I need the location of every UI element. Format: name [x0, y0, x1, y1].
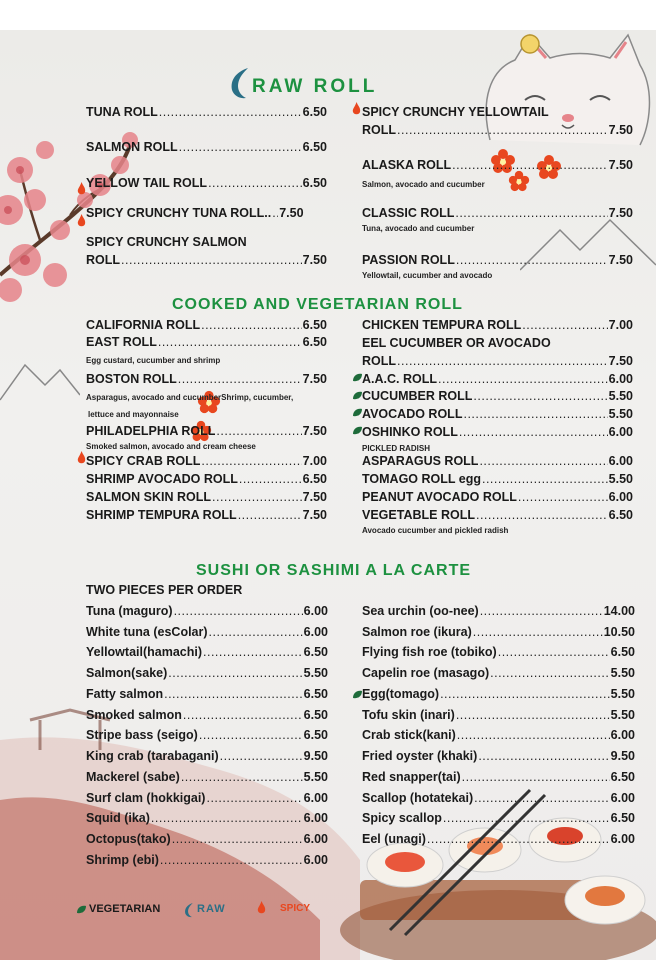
spicy-flame-icon — [257, 901, 266, 915]
item-description: PICKLED RADISH — [362, 444, 431, 453]
menu-item: BOSTON ROLL ..... 7.50 — [86, 372, 327, 386]
menu-item: Tofu skin (inari) ..... 5.50 — [362, 708, 635, 722]
menu-item: SALMON ROLL ..... 6.50 — [86, 140, 327, 154]
menu-item: VEGETABLE ROLL ..... 6.50 — [362, 508, 633, 522]
menu-item: Sea urchin (oo-nee) ..... 14.00 — [362, 604, 635, 618]
mountain-sketch-left — [0, 350, 80, 410]
item-description: Yellowtail, cucumber and avocado — [362, 271, 493, 280]
item-description: Salmon, avocado and cucumber — [362, 180, 485, 189]
menu-item: King crab (tarabagani) ..... 9.50 — [86, 749, 328, 763]
spicy-flame-icon — [77, 182, 86, 196]
menu-item: SPICY CRAB ROLL ..... 7.00 — [86, 454, 327, 468]
menu-item: Tuna (maguro) ..... 6.00 — [86, 604, 328, 618]
item-description: Tuna, avocado and cucumber — [362, 224, 475, 233]
menu-page — [0, 30, 656, 960]
menu-item-heading: SPICY CRUNCHY SALMON — [86, 235, 247, 249]
vegetarian-leaf-icon — [352, 391, 363, 400]
menu-item: Red snapper(tai) ..... 6.50 — [362, 770, 635, 784]
item-description: lettuce and mayonnaise — [88, 410, 179, 419]
menu-item: Stripe bass (seigo) ..... 6.50 — [86, 728, 328, 742]
menu-item: Shrimp (ebi) ..... 6.00 — [86, 853, 328, 867]
menu-item: Crab stick(kani) ..... 6.00 — [362, 728, 635, 742]
item-description: Smoked salmon, avocado and cream cheese — [86, 442, 256, 451]
menu-item: TOMAGO ROLL egg ..... 5.50 — [362, 472, 633, 486]
mountain-sketch — [520, 210, 656, 280]
menu-item: Octopus(tako) ..... 6.00 — [86, 832, 328, 846]
sushi-subtitle: TWO PIECES PER ORDER — [86, 583, 243, 597]
menu-item: Egg(tomago) ..... 5.50 — [362, 687, 635, 701]
cherry-blossom-branch — [0, 90, 140, 310]
menu-item: CUCUMBER ROLL ..... 5.50 — [362, 389, 633, 403]
vegetarian-leaf-icon — [352, 690, 363, 699]
legend-spicy: SPICY — [280, 903, 311, 914]
menu-item: ALASKA ROLL ..... 7.50 — [362, 158, 633, 172]
menu-item-heading: SPICY CRUNCHY YELLOWTAIL — [362, 105, 549, 119]
menu-item: PASSION ROLL ..... 7.50 — [362, 253, 633, 267]
raw-fish-icon — [182, 902, 196, 918]
spicy-flame-icon — [77, 214, 86, 228]
menu-item: SPICY CRUNCHY TUNA ROLL.. ..... 7.50 — [86, 206, 327, 220]
menu-item: Smoked salmon ..... 6.50 — [86, 708, 328, 722]
red-flower-icon — [508, 170, 530, 192]
menu-item: Fried oyster (khaki) ..... 9.50 — [362, 749, 635, 763]
spicy-flame-icon — [352, 102, 361, 116]
menu-item: SHRIMP AVOCADO ROLL ..... 6.50 — [86, 472, 327, 486]
legend-raw: RAW — [197, 903, 226, 915]
raw-roll-title: RAW ROLL — [252, 76, 378, 97]
menu-item: A.A.C. ROLL ..... 6.00 — [362, 372, 633, 386]
cooked-vegetarian-title: COOKED AND VEGETARIAN ROLL — [172, 296, 463, 313]
menu-item: Spicy scallop ..... 6.50 — [362, 811, 635, 825]
menu-item: CHICKEN TEMPURA ROLL ..... 7.00 — [362, 318, 633, 332]
menu-item: Yellowtail(hamachi) ..... 6.50 — [86, 645, 328, 659]
menu-item: EAST ROLL ..... 6.50 — [86, 335, 327, 349]
vegetarian-leaf-icon — [352, 426, 363, 435]
vegetarian-leaf-icon — [352, 408, 363, 417]
legend-vegetarian: VEGETARIAN — [89, 903, 161, 915]
menu-item: Capelin roe (masago) ..... 5.50 — [362, 666, 635, 680]
item-description: Avocado cucumber and pickled radish — [362, 526, 509, 535]
menu-item: SHRIMP TEMPURA ROLL ..... 7.50 — [86, 508, 327, 522]
raw-fish-icon — [228, 66, 252, 100]
menu-item: CLASSIC ROLL ..... 7.50 — [362, 206, 633, 220]
menu-item: TUNA ROLL ..... 6.50 — [86, 105, 327, 119]
menu-item: PEANUT AVOCADO ROLL ..... 6.00 — [362, 490, 633, 504]
sushi-sashimi-title: SUSHI OR SASHIMI A LA CARTE — [196, 562, 472, 579]
vegetarian-leaf-icon — [352, 373, 363, 382]
menu-item: PHILADELPHIA ROLL ..... 7.50 — [86, 424, 327, 438]
menu-item: Flying fish roe (tobiko) ..... 6.50 — [362, 645, 635, 659]
menu-item: White tuna (esColar) ..... 6.00 — [86, 625, 328, 639]
menu-item: AVOCADO ROLL ..... 5.50 — [362, 407, 633, 421]
menu-item: Mackerel (sabe) ..... 5.50 — [86, 770, 328, 784]
menu-item: ROLL ..... 7.50 — [362, 354, 633, 368]
menu-item: ASPARAGUS ROLL ..... 6.00 — [362, 454, 633, 468]
item-description: Asparagus, avocado and cucumberShrimp, cucumber, — [86, 393, 294, 402]
menu-item: YELLOW TAIL ROLL ..... 6.50 — [86, 176, 327, 190]
menu-item: Salmon roe (ikura) ..... 10.50 — [362, 625, 635, 639]
menu-item: ROLL ..... 7.50 — [362, 123, 633, 137]
menu-item: Squid (ika) ..... 6.00 — [86, 811, 328, 825]
item-description: Egg custard, cucumber and shrimp — [86, 356, 221, 365]
lucky-cat-illustration — [470, 30, 656, 160]
menu-item: Scallop (hotatekai) ..... 6.00 — [362, 791, 635, 805]
menu-item: CALIFORNIA ROLL ..... 6.50 — [86, 318, 327, 332]
spicy-flame-icon — [77, 451, 86, 465]
menu-item: Eel (unagi) ..... 6.00 — [362, 832, 635, 846]
menu-item: OSHINKO ROLL ..... 6.00 — [362, 425, 633, 439]
menu-item: Surf clam (hokkigai) ..... 6.00 — [86, 791, 328, 805]
menu-item: SALMON SKIN ROLL ..... 7.50 — [86, 490, 327, 504]
vegetarian-leaf-icon — [76, 905, 87, 914]
menu-item: ROLL ..... 7.50 — [86, 253, 327, 267]
menu-item-heading: EEL CUCUMBER OR AVOCADO — [362, 336, 551, 350]
menu-item: Salmon(sake) ..... 5.50 — [86, 666, 328, 680]
menu-item: Fatty salmon ..... 6.50 — [86, 687, 328, 701]
